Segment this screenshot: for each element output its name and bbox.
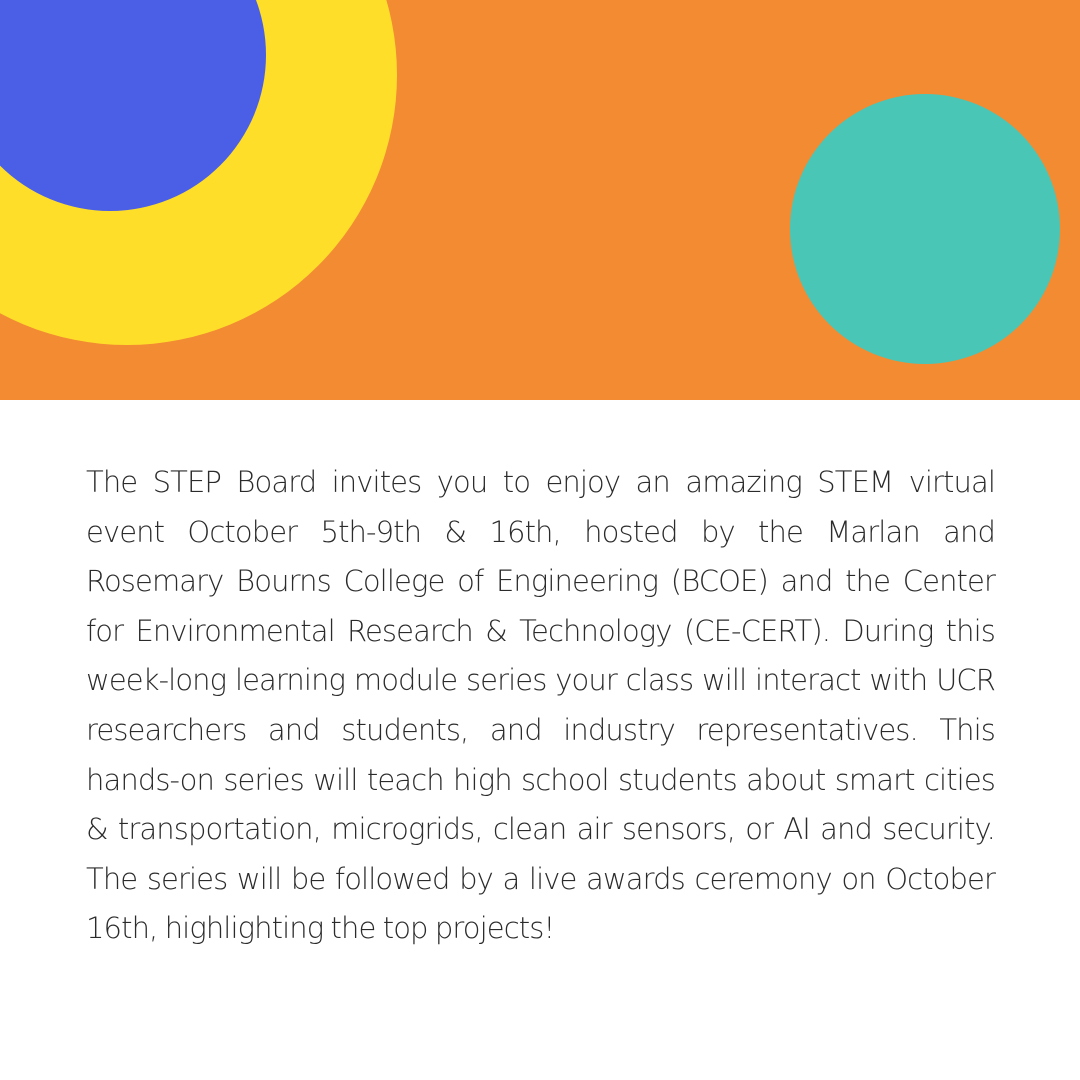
event-description: The STEP Board invites you to enjoy an amazing STEM virtual event October 5th-9th & 16th, hosted by the Marlan and Rosemary Bourns College of Engineering (BCOE) and the Center for Environmental Research & Technology (CE-CERT). During this week-long learning module series your class will interact with UCR researchers and students, and industry representatives. This hands-on series will teach high school students about smart cities & transportation, microgrids, clean air sensors, or AI and security. The series will be followed by a live awards ceremony on October 16th, highlighting the top projects!	[86, 465, 995, 946]
banner-shapes	[0, 0, 1080, 400]
decorative-banner	[0, 0, 1080, 400]
teal-circle	[790, 94, 1060, 364]
